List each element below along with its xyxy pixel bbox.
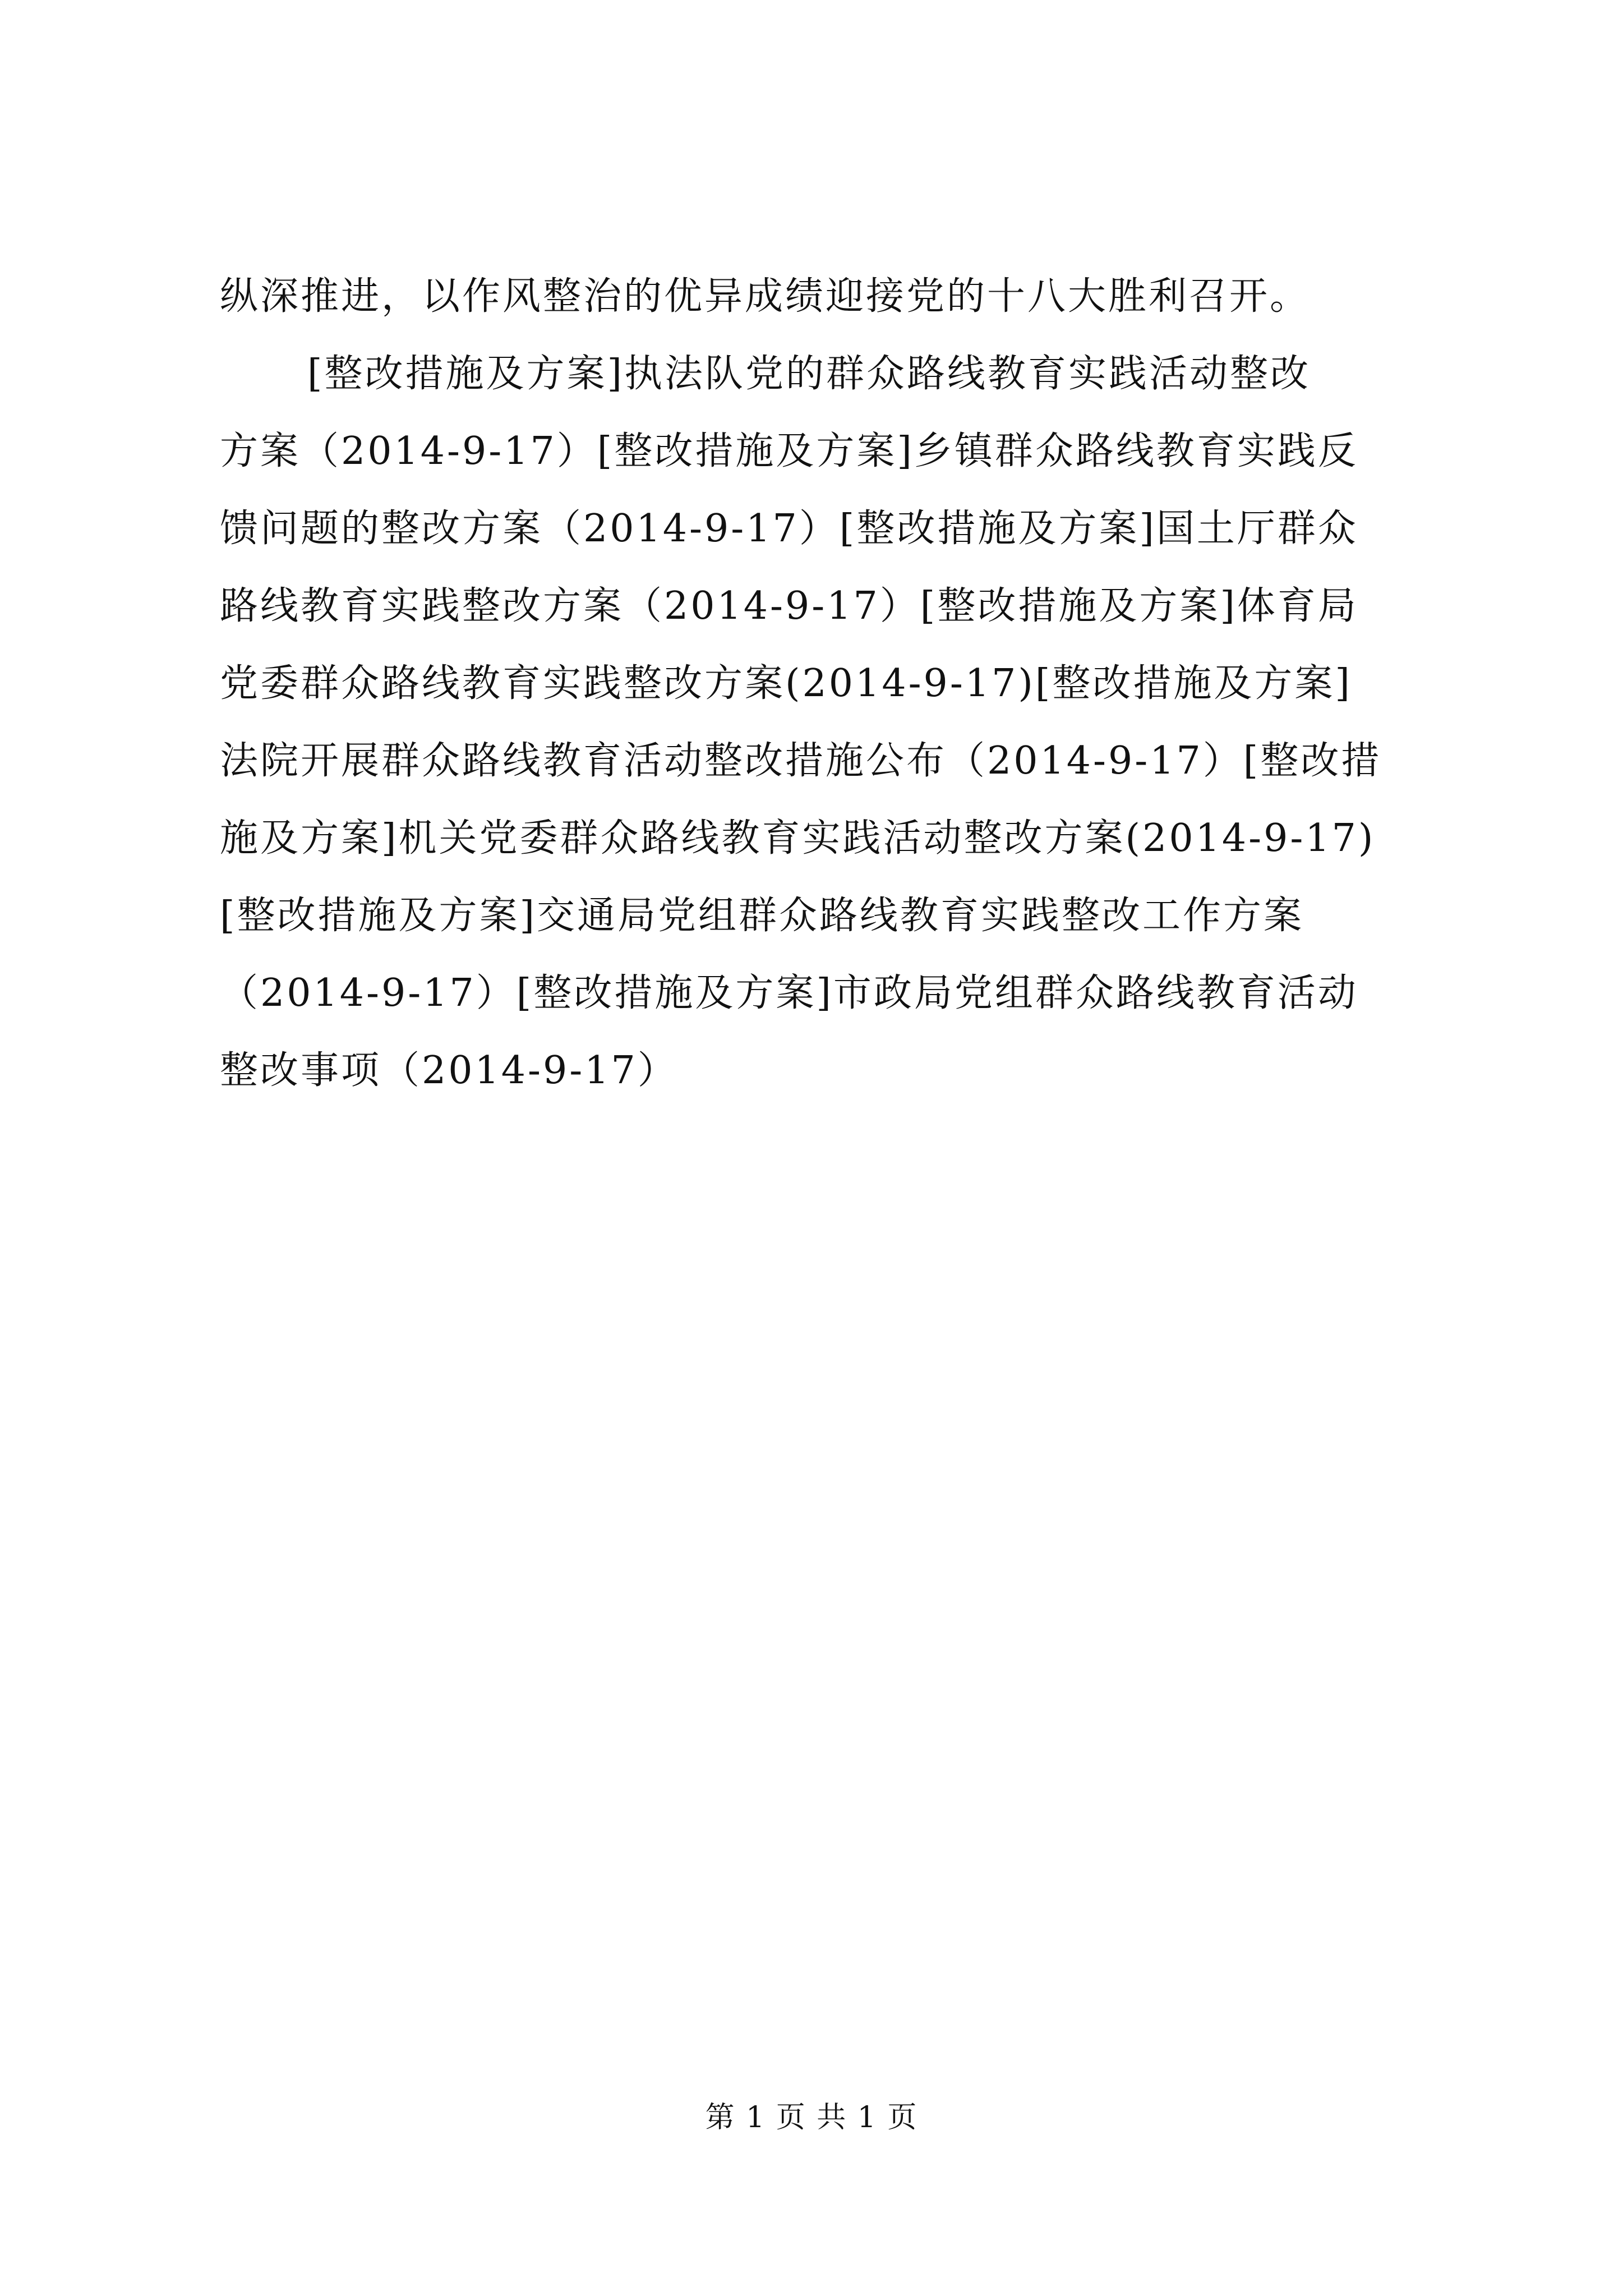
text-line-10: （2014-9-17）[整改措施及方案]市政局党组群众路线教育活动 (220, 971, 1358, 1015)
text-line-7: 法院开展群众路线教育活动整改措施公布（2014-9-17）[整改措 (220, 739, 1382, 783)
page-number-label: 第 1 页 共 1 页 (705, 2101, 918, 2134)
text-line-1: 纵深推进，以作风整治的优异成绩迎接党的十八大胜利召开。 (220, 274, 1311, 319)
text-line-3: 方案（2014-9-17）[整改措施及方案]乡镇群众路线教育实践反 (220, 429, 1358, 473)
text-line-11: 整改事项（2014-9-17） (220, 1048, 678, 1093)
text-line-5: 路线教育实践整改方案（2014-9-17）[整改措施及方案]体育局 (220, 584, 1358, 628)
text-line-9: [整改措施及方案]交通局党组群众路线教育实践整改工作方案 (220, 894, 1304, 938)
text-line-6: 党委群众路线教育实践整改方案(2014-9-17)[整改措施及方案] (220, 661, 1352, 706)
text-line-4: 馈问题的整改方案（2014-9-17）[整改措施及方案]国土厅群众 (220, 507, 1358, 551)
document-body (220, 258, 1454, 1110)
text-line-2: [整改措施及方案]执法队党的群众路线教育实践活动整改 (307, 352, 1311, 396)
text-line-8: 施及方案]机关党委群众路线教育实践活动整改方案(2014-9-17) (220, 816, 1376, 861)
page-footer (0, 2098, 1623, 2137)
